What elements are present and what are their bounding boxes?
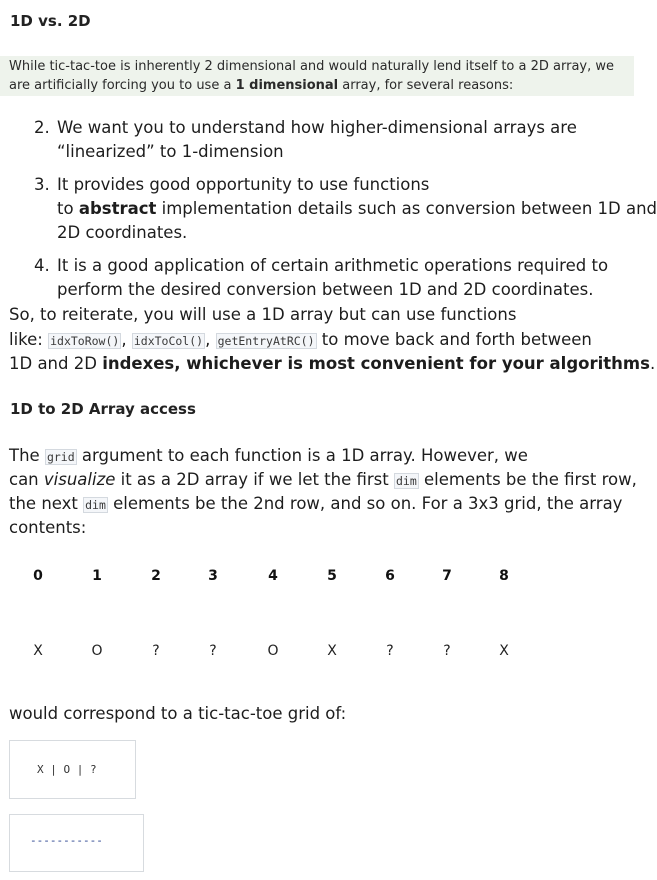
emphasis-visualize: visualize	[43, 470, 116, 489]
list-item-2-line-2: “linearized” to 1-dimension	[57, 142, 284, 161]
code-get-entry-at-rc: getEntryAtRC()	[217, 334, 315, 348]
value-cell: X	[33, 643, 43, 659]
code-block-divider	[9, 814, 144, 872]
index-cell: 0	[33, 568, 43, 584]
grid-para-line-4: contents:	[9, 518, 87, 537]
code-dim-2: dim	[85, 498, 106, 512]
value-cell: ?	[386, 643, 394, 659]
grid-para-line-3: the next dim elements be the 2nd row, and so on. For a 3x3 grid, the array	[9, 494, 623, 513]
list-item-3-line-1: It provides good opportunity to use functions	[57, 175, 430, 194]
value-cell: O	[267, 643, 279, 659]
index-cell: 3	[208, 568, 218, 584]
code-block-row-1	[9, 740, 136, 799]
intro-highlight	[0, 56, 634, 96]
list-item-3-line-3: 2D coordinates.	[57, 223, 188, 242]
reiterate-line-3: 1D and 2D indexes, whichever is most convenient for your algorithms.	[9, 354, 656, 373]
index-cell: 1	[92, 568, 102, 584]
code-dim-1: dim	[396, 474, 417, 488]
reiterate-line-2: like: idxToRow() , idxToCol() , getEntryAtRC() to move back and forth between	[9, 330, 592, 349]
code-idx-to-col: idxToCol()	[133, 334, 204, 348]
reiterate-line-1: So, to reiterate, you will use a 1D array but can use functions	[9, 305, 517, 324]
emphasis-abstract: abstract	[78, 199, 157, 218]
index-cell: 2	[151, 568, 161, 584]
code-block-row-1-text: X | O | ?	[37, 763, 97, 776]
list-number-3: 3.	[34, 175, 50, 194]
correspond-sentence: would correspond to a tic-tac-toe grid of:	[9, 704, 347, 723]
list-item-4-line-2: perform the desired conversion between 1D and 2D coordinates.	[57, 280, 594, 299]
value-cell: ?	[443, 643, 451, 659]
index-cell: 6	[385, 568, 395, 584]
grid-para-line-2: can visualize it as a 2D array if we let the first dim elements be the first row,	[9, 470, 637, 489]
grid-para-line-1: The grid argument to each function is a 1D array. However, we	[9, 446, 528, 465]
list-item-4-line-1: It is a good application of certain arithmetic operations required to	[57, 256, 609, 275]
list-item-2-line-1: We want you to understand how higher-dimensional arrays are	[57, 118, 577, 137]
index-cell: 5	[327, 568, 337, 584]
code-grid: grid	[46, 450, 75, 464]
section-heading-1d-to-2d: 1D to 2D Array access	[10, 400, 196, 418]
value-cell: ?	[152, 643, 160, 659]
section-heading-1d-vs-2d: 1D vs. 2D	[10, 12, 91, 30]
value-cell: X	[327, 643, 337, 659]
index-cell: 4	[268, 568, 278, 584]
list-item-3-line-2: to abstract implementation details such as conversion between 1D and	[57, 199, 657, 218]
code-block-divider-text: -----------	[30, 834, 103, 847]
list-number-2: 2.	[34, 118, 50, 137]
index-cell: 7	[442, 568, 452, 584]
code-idx-to-row: idxToRow()	[50, 334, 120, 348]
value-cell: ?	[209, 643, 217, 659]
index-cell: 8	[499, 568, 509, 584]
list-number-4: 4.	[34, 256, 50, 275]
value-cell: X	[499, 643, 509, 659]
emphasis-1-dimensional: 1 dimensional	[235, 78, 339, 93]
value-cell: O	[91, 643, 103, 659]
intro-line-1: While tic-tac-toe is inherently 2 dimensional and would naturally lend itself to a 2D array, we	[9, 59, 614, 74]
intro-line-2: are artificially forcing you to use a 1 dimensional array, for several reasons:	[9, 78, 514, 93]
emphasis-indexes: indexes, whichever is most convenient for your algorithms	[102, 354, 650, 373]
